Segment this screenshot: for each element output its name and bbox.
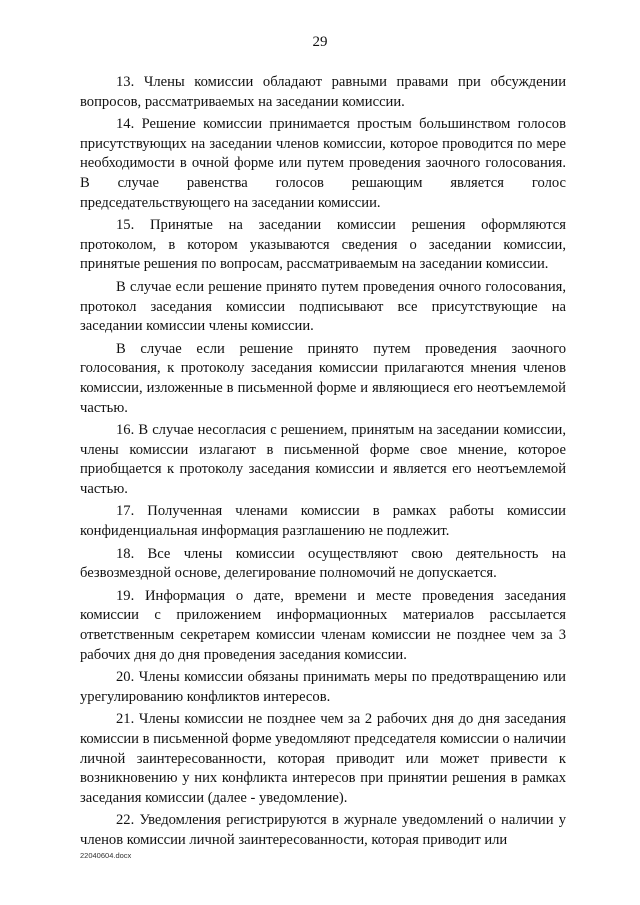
paragraph-22: 22. Уведомления регистрируются в журнале уведомлений о наличии у членов комиссии личной заинтересованности, которая приводит или: [80, 812, 566, 848]
paragraph-20: 20. Члены комиссии обязаны принимать меры по предотвращению или урегулированию конфликтов интересов.: [80, 669, 566, 705]
paragraph-14: 14. Решение комиссии принимается простым большинством голосов присутствующих на заседании членов комиссии, которое проводится по мере необходимости в очной форме или путем проведения заочного голосования. В случае равенства голосов решающим является голос председательствующего на заседании комиссии.: [80, 116, 566, 211]
paragraph-21: 21. Члены комиссии не позднее чем за 2 рабочих дня до дня заседания комиссии в письменной форме уведомляют председателя комиссии о наличии личной заинтересованности, которая приводит или может привести к возникновению у них конфликта интересов при принятии решения в рамках заседания комиссии (далее - уведомление).: [80, 711, 566, 806]
paragraph-16: 16. В случае несогласия с решением, принятым на заседании комиссии, члены комиссии излагают в письменной форме свое мнение, которое приобщается к протоколу заседания комиссии и является его неотъемлемой частью.: [80, 422, 566, 497]
footer-filename: 22040604.docx: [80, 851, 132, 860]
paragraph-19: 19. Информация о дате, времени и месте проведения заседания комиссии с приложением информационных материалов рассылается ответственным секретарем комиссии членам комиссии не позднее чем за 3 рабочих дня до дня проведения заседания комиссии.: [80, 587, 566, 663]
paragraph-15-absentee-vote: В случае если решение принято путем проведения заочного голосования, к протоколу заседания комиссии прилагаются мнения членов комиссии, изложенные в письменной форме и являющиеся его неотъемлемой частью.: [80, 340, 566, 416]
document-body: [80, 73, 566, 854]
paragraph-18: 18. Все члены комиссии осуществляют свою деятельность на безвозмездной основе, делегирование полномочий не допускается.: [80, 545, 566, 582]
page-number: 29: [312, 34, 328, 50]
paragraph-17: 17. Полученная членами комиссии в рамках работы комиссии конфиденциальная информация разглашению не подлежит.: [80, 503, 566, 540]
paragraph-15-in-person-vote: В случае если решение принято путем проведения очного голосования, протокол заседания комиссии подписывают все присутствующие на заседании комиссии члены комиссии.: [80, 278, 566, 335]
paragraph-15: 15. Принятые на заседании комиссии решения оформляются протоколом, в котором указываются сведения о заседании комиссии, принятые решения по вопросам, рассматриваемым на заседании комиссии.: [80, 217, 566, 273]
paragraph-13: 13. Члены комиссии обладают равными правами при обсуждении вопросов, рассматриваемых на заседании комиссии.: [80, 74, 566, 110]
